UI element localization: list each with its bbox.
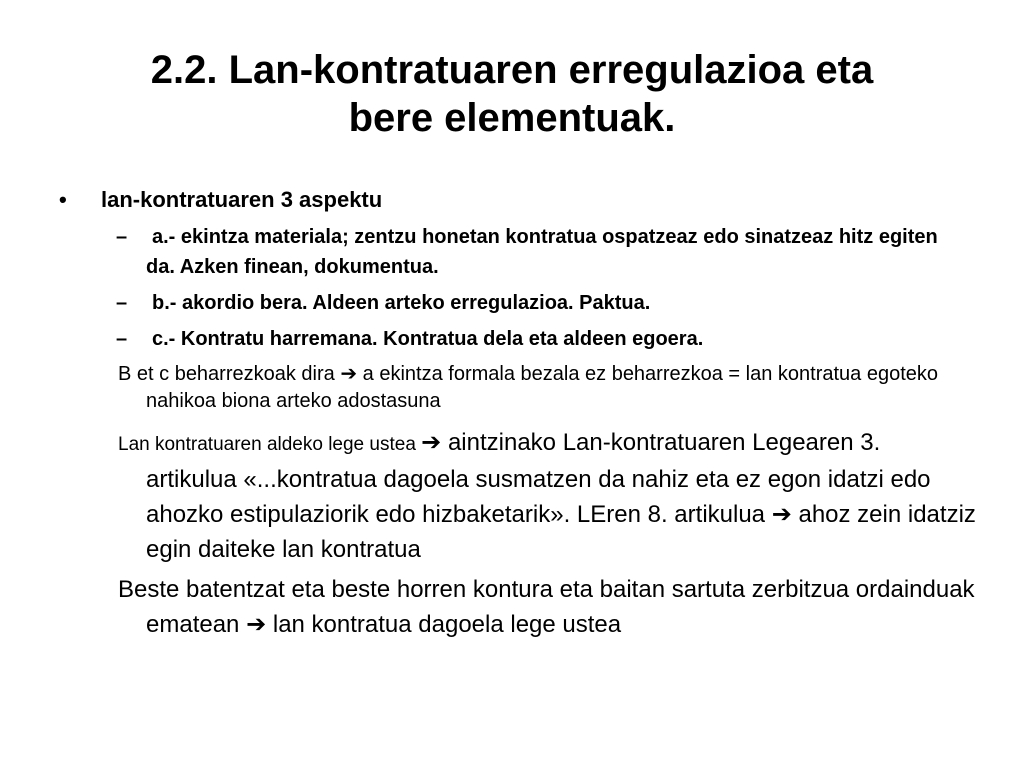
dash-marker: – bbox=[116, 226, 128, 248]
paragraph-lead: Lan kontratuaren aldeko lege ustea bbox=[118, 434, 422, 455]
arrow-right-icon: ➔ bbox=[421, 428, 442, 456]
paragraph-text: aintzinako Lan-kontratuaren Legearen 3. artikulua «...kontratua dagoela susmatzen da nahiz eta ez egon idatzi edo ahozko estipulaziorik edo hizbaketarik». LEren 8. artikulua bbox=[146, 429, 931, 528]
title-line-1: 2.2. Lan-kontratuaren erregulazioa eta bbox=[150, 48, 874, 92]
paragraph-b-et-c bbox=[118, 360, 976, 415]
paragraph-text: lan kontratua dagoela lege ustea bbox=[266, 611, 622, 638]
bullet-marker: • bbox=[59, 187, 67, 212]
sub-item-b bbox=[116, 288, 946, 318]
paragraph-text: ahoz zein idatziz egin daiteke lan kontratua bbox=[146, 501, 976, 563]
paragraph-text: a ekintza formala bezala ez beharrezkoa = lan kontratua egoteko nahikoa biona arteko adostasuna bbox=[146, 363, 939, 412]
sub-item-text: c.- Kontratu harremana. Kontratua dela eta aldeen egoera. bbox=[152, 328, 704, 350]
dash-marker: – bbox=[116, 328, 128, 350]
paragraph-lege-ustea bbox=[118, 425, 976, 567]
arrow-right-icon: ➔ bbox=[246, 610, 267, 638]
sub-item-text: a.- ekintza materiala; zentzu honetan kontratua ospatzeaz edo sinatzeaz hitz egiten da. Azken finean, dokumentua. bbox=[146, 226, 938, 278]
paragraph-text: Beste batentzat eta beste horren kontura eta baitan sartuta zerbitzua ordainduak ematean bbox=[118, 576, 975, 638]
sub-item-a bbox=[116, 222, 946, 282]
sub-item-text: b.- akordio bera. Aldeen arteko erregulazioa. Paktua. bbox=[152, 292, 651, 314]
arrow-right-icon: ➔ bbox=[771, 500, 792, 528]
slide-title bbox=[60, 46, 964, 142]
dash-marker: – bbox=[116, 292, 128, 314]
title-line-2: bere elementuak. bbox=[348, 96, 676, 140]
slide-body bbox=[0, 186, 1024, 642]
sub-item-c bbox=[116, 324, 946, 354]
bullet-text: lan-kontratuaren 3 aspektu bbox=[101, 187, 383, 212]
paragraph-text: B et c beharrezkoak dira bbox=[118, 363, 341, 385]
paragraph-beste-batentzat bbox=[118, 572, 976, 642]
bullet-item bbox=[59, 186, 1024, 213]
arrow-right-icon: ➔ bbox=[340, 361, 358, 385]
